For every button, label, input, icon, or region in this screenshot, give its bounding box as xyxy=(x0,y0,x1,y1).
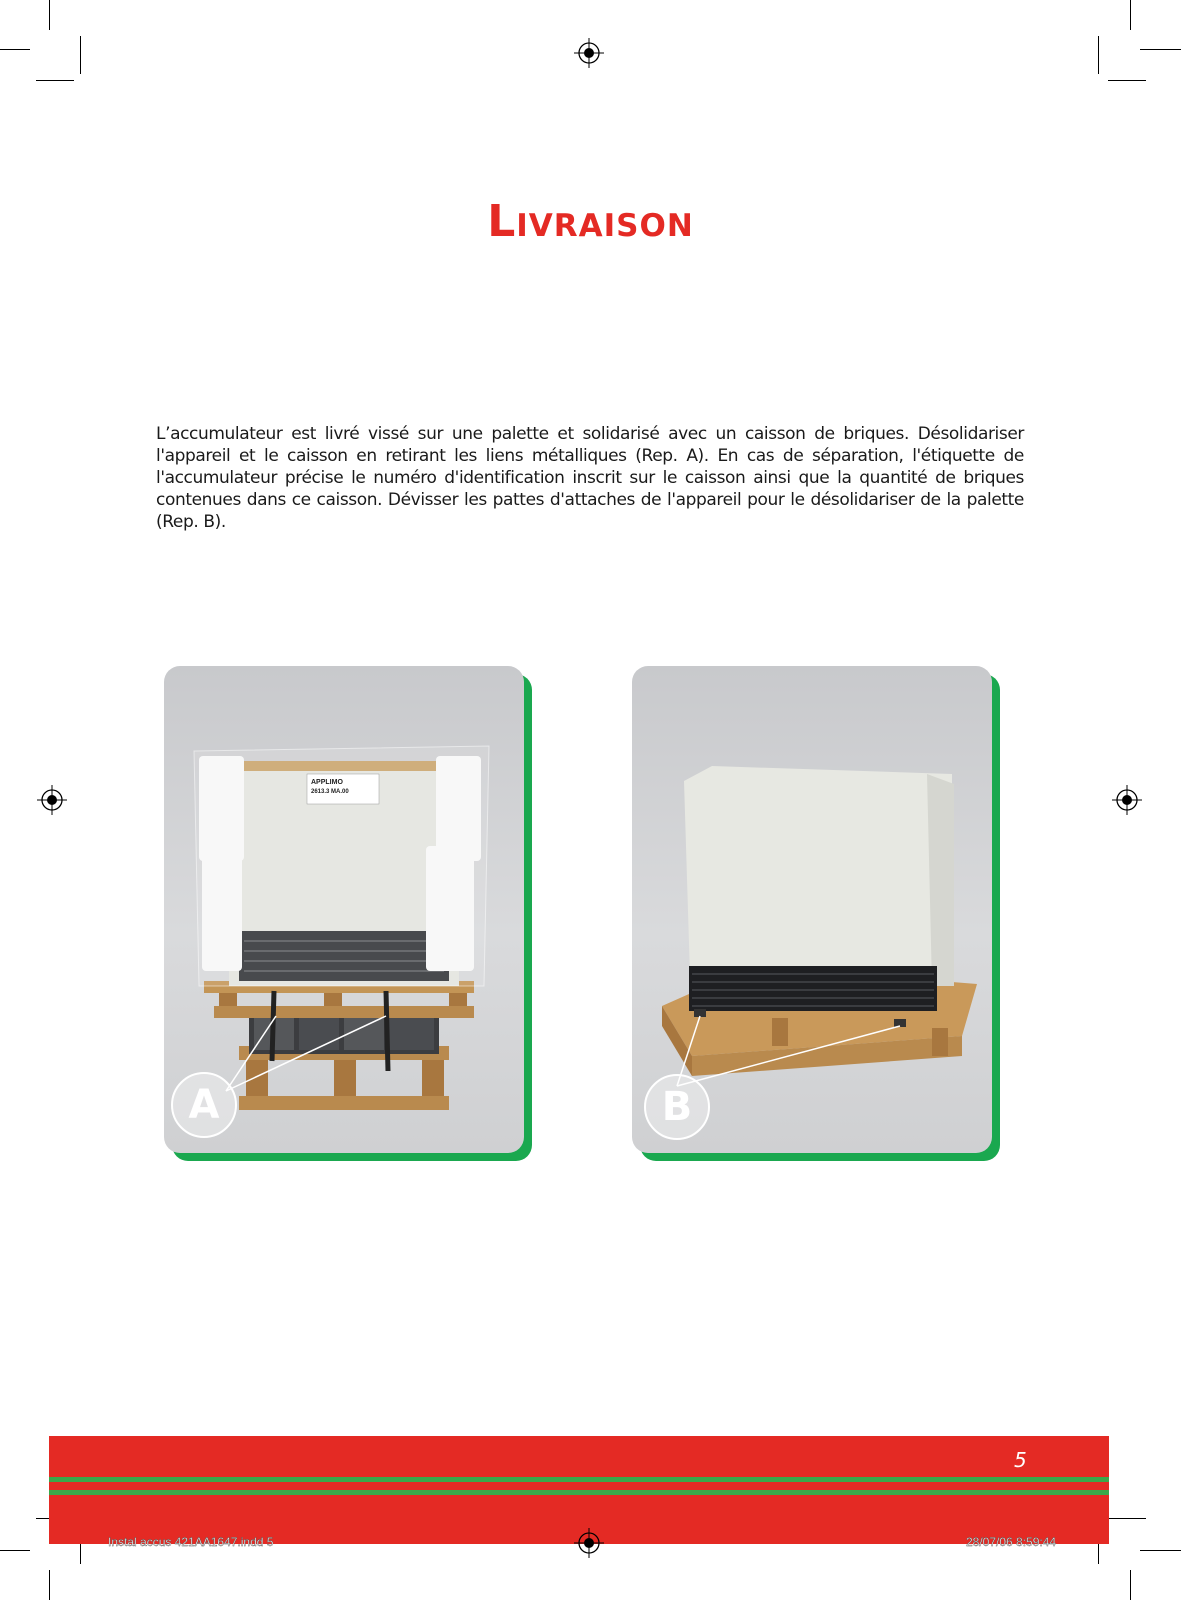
registration-mark-icon xyxy=(1112,785,1142,815)
figure-b xyxy=(632,666,1000,1161)
rep-b-label: B xyxy=(644,1074,710,1140)
registration-mark-icon xyxy=(574,38,604,68)
footer-stripe xyxy=(49,1490,1109,1495)
body-paragraph: L’accumulateur est livré vissé sur une palette et solidarisé avec un caisson de briques. Désolidariser l'appareil et le caisson en retirant les liens métalliques (Rep. A). En cas de séparation, l'étiquette de l'accumulateur précise le numéro d'identification inscrit sur le caisson ainsi que la quantité de briques contenues dans ce caisson. Dévisser les pattes d'attaches de l'appareil pour le désolidariser de la palette (Rep. B). xyxy=(156,424,1024,532)
footer-stripe xyxy=(49,1477,1109,1482)
crop-mark xyxy=(1098,36,1099,74)
crop-mark xyxy=(1130,1570,1131,1600)
crop-mark xyxy=(0,1550,30,1551)
slug-filename: Instal accus 421AA1647.indd 5 xyxy=(108,1535,274,1549)
crop-mark xyxy=(49,1570,50,1600)
tag-line1: APPLIMO xyxy=(311,779,343,786)
figure-a xyxy=(164,666,532,1161)
crop-mark xyxy=(1130,0,1131,30)
registration-mark-icon xyxy=(574,1528,604,1558)
tag-line2: 2613.3 MA.00 xyxy=(311,789,349,795)
crop-mark xyxy=(1108,1518,1146,1519)
crop-mark xyxy=(49,0,50,30)
page-number: 5 xyxy=(1014,1448,1027,1472)
rep-a-label: A xyxy=(171,1072,237,1138)
crop-mark xyxy=(36,80,74,81)
registration-mark-icon xyxy=(37,785,67,815)
figure-a-photo xyxy=(164,666,524,1153)
crop-mark xyxy=(0,49,30,50)
crop-mark xyxy=(1140,1550,1181,1551)
crop-mark xyxy=(1108,80,1146,81)
figure-b-photo xyxy=(632,666,992,1153)
crop-mark xyxy=(1140,49,1181,50)
slug-datetime: 28/07/06 8:59:44 xyxy=(966,1535,1057,1549)
crop-mark xyxy=(80,36,81,74)
page-title: Livraison xyxy=(487,196,694,247)
